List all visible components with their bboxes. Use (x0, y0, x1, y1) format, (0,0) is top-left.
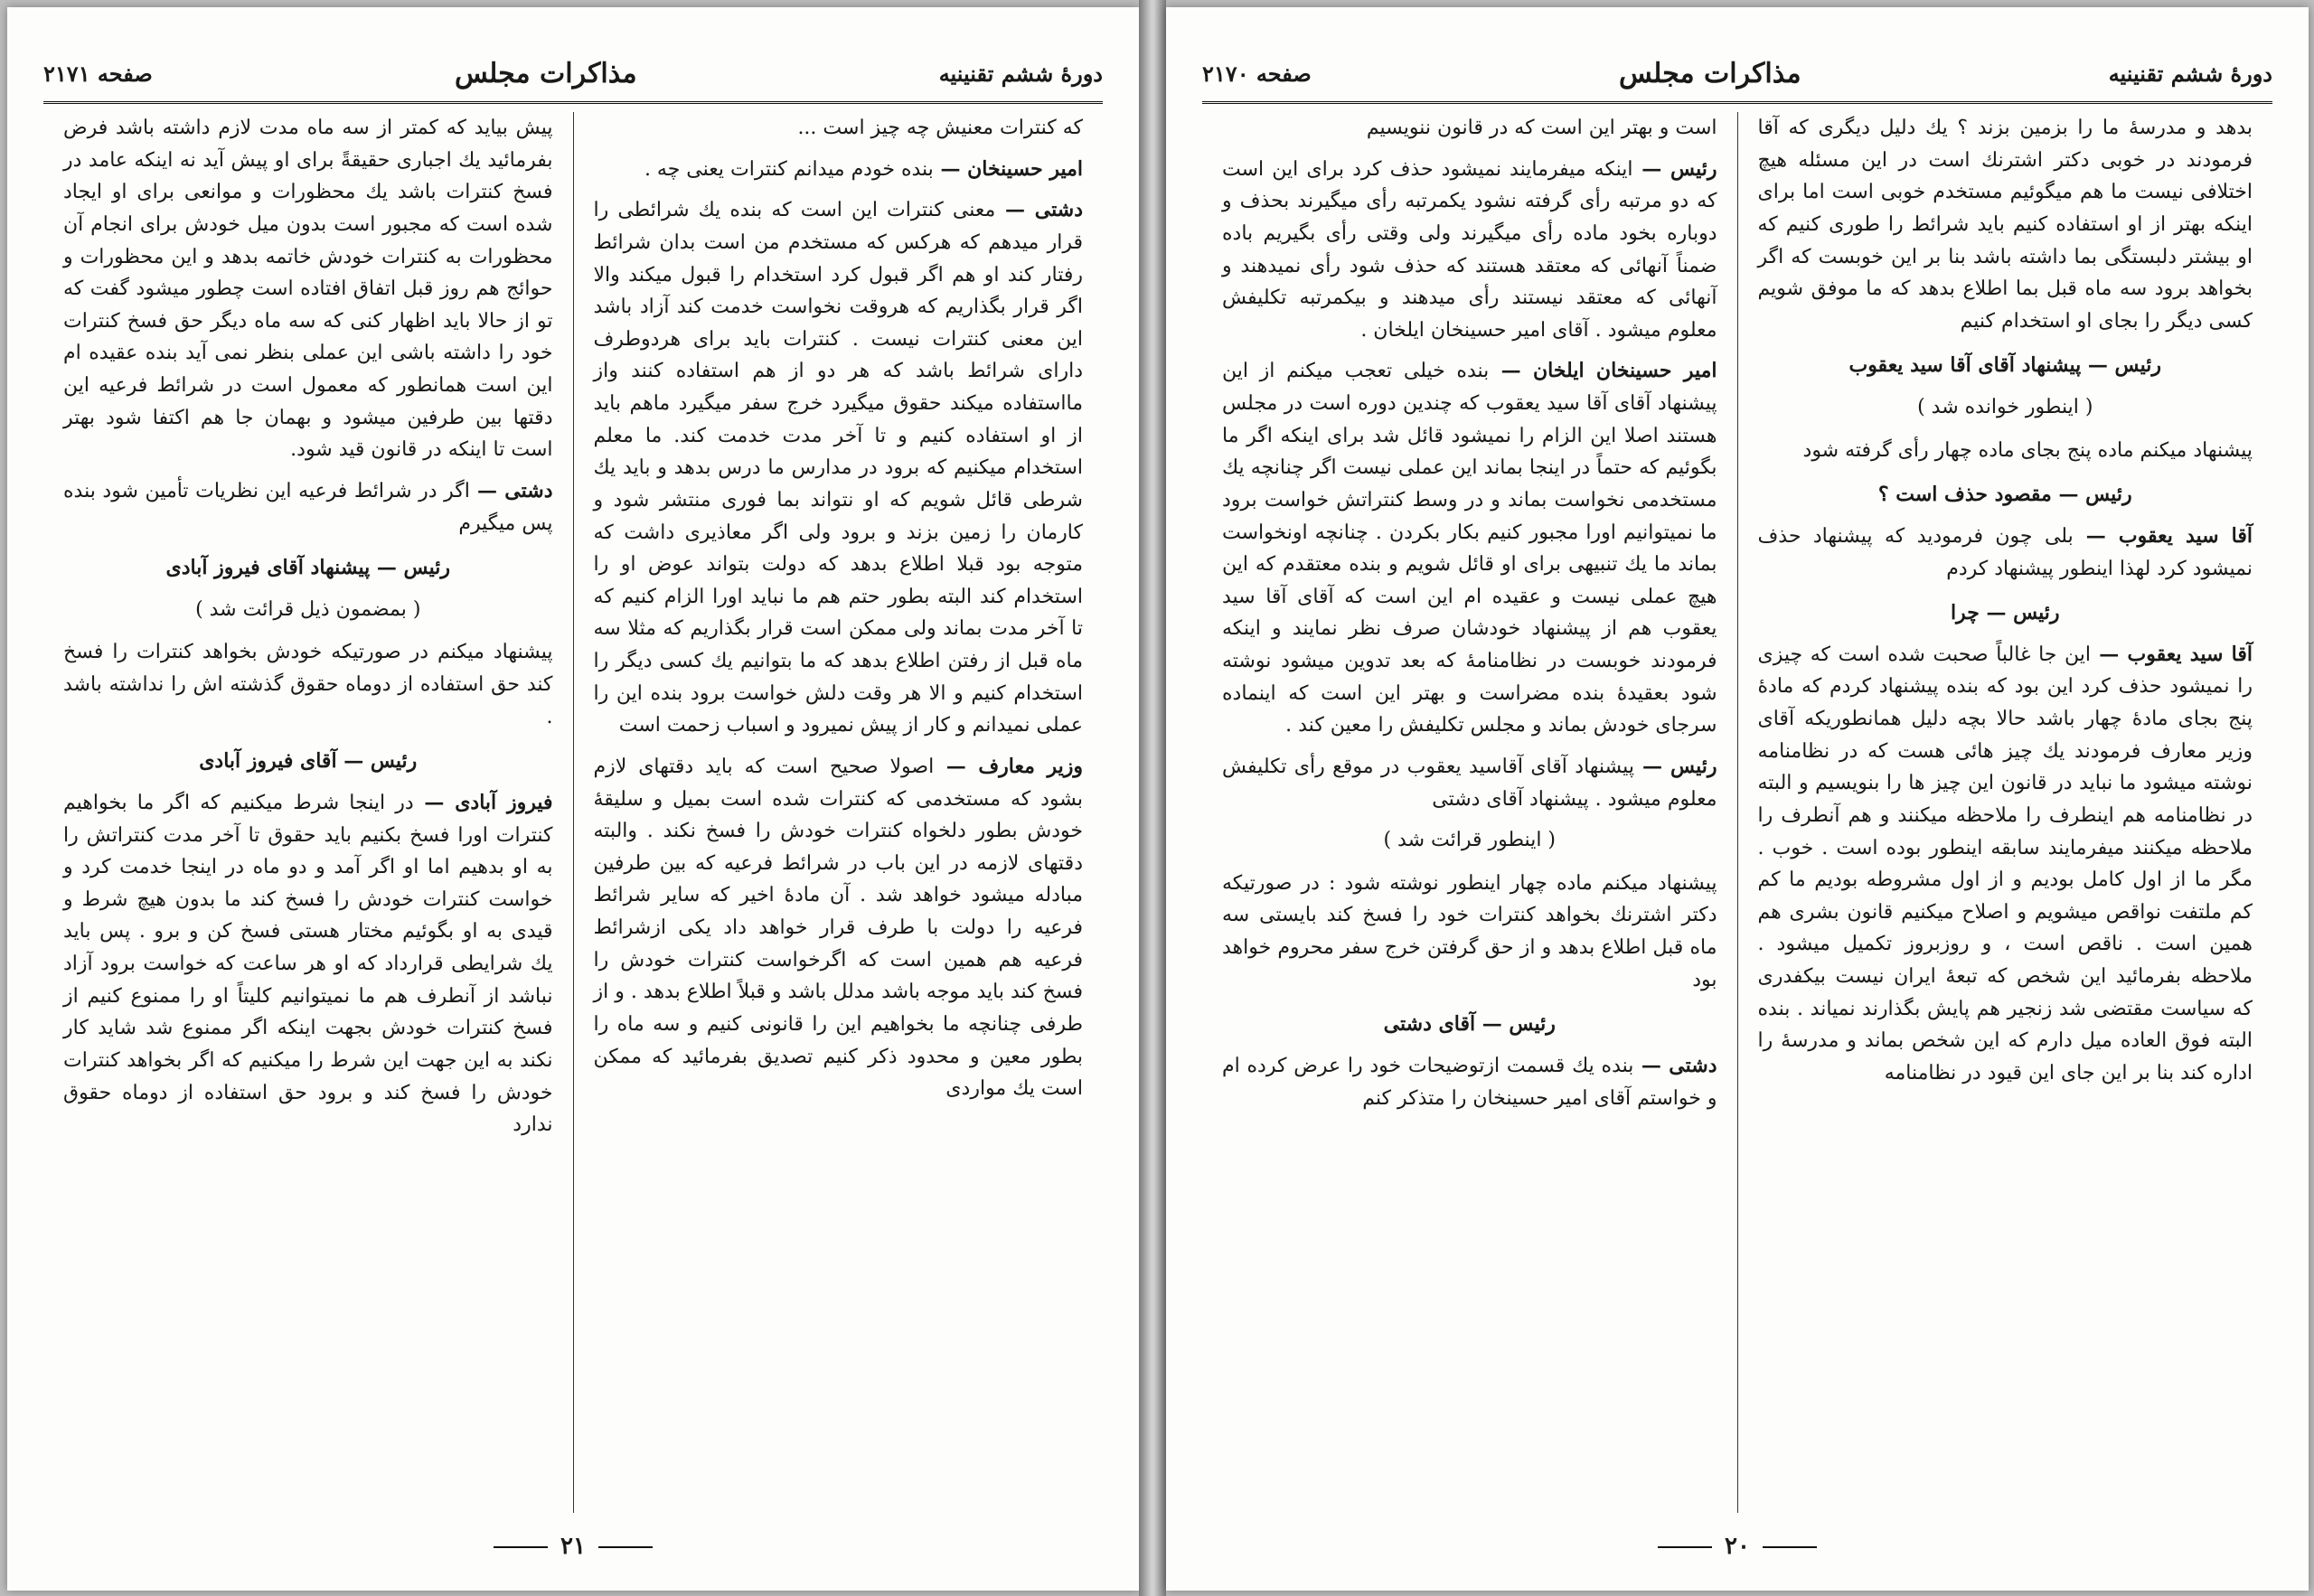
paragraph (1758, 435, 2253, 467)
paragraph (1222, 1050, 1717, 1114)
speaker-name: دشتی — (1633, 1053, 1717, 1077)
paragraph-text: پیشنهاد میکنم در صورتیکه خودش بخواهد کنترات را فسخ کند حق استفاده از دوماه حقوق گذشته اش را نداشته باشد . (63, 641, 553, 728)
page-folio (1166, 1533, 2309, 1560)
running-title: مذاکرات مجلس (454, 57, 637, 89)
page-folio (7, 1533, 1139, 1560)
speaker-heading: رئیس — مقصود حذف است ؟ (1877, 483, 2132, 507)
speaker-name: رئیس — (1633, 754, 1717, 778)
session-label: دورهٔ ششم تقنینیه (938, 60, 1103, 87)
speaker-heading: رئیس — آقای دشتی (1383, 1012, 1556, 1037)
speaker-heading: رئیس — پیشنهاد آقای فیروز آبادی (165, 556, 450, 580)
paragraph-text: بدهد و مدرسهٔ ما را بزمین بزند ؟ یك دلیل دیگری که آقا فرمودند در خوبی دکتر اشترنك است در این مسئله هیچ اختلافی نیست ما هم میگوئیم مستخدم خوبی است اما برای اینکه بهتر از او استفاده کنیم باید شرائط را طوری کنیم که او بیشتر دلبستگی بما داشته باشد بنا بر این خوبست که اگر بخواهد برود سه ماه قبل بما اطلاع بدهد که ما موفق شویم کسی دیگر را بجای او استخدام کنیم (1757, 117, 2253, 333)
reading-note: ( اینطور قرائت شد ) (1383, 829, 1557, 852)
paragraph-text: معنی کنترات این است که بنده یك شرائطی را قرار میدهم که هرکس که مستخدم من است بدان شرائط رفتار کند او هم اگر قبول کرد استخدام را قبول میکند والا اگر قرار بگذاریم که هروقت نخواست خدمت کند آزاد باشد این معنی کنترات نیست . کنترات باید برای هردوطرف دارای شرائط باشد که هر دو از هم استفاده کنند واز مااستفاده میکند حقوق میگیرد خرج سفر میگیرد ماهم باید از او استفاده کنیم و تا آخر مدت خدمت کند. ما معلم استخدام میکنیم که برود در مدارس ما درس بدهد و باید یك شرطی قائل شویم که او نتواند بما فوری منتشر شود و کارمان را زمین بزند و برود ولی اگر معاذیری داشت که متوجه بود قبلا اطلاع بدهد که دولت بتواند عوض او را استخدام کند البته بطور حتم هم ما نباید اورا الزام کنیم که تا آخر مدت بماند ولی ممکن است قرار بگذاریم که مثلا سه ماه قبل از رفتن اطلاع بدهد که ما بتوانیم یك کسی دیگر را استخدام کنیم و الا هر وقت دلش خواست برود بنده این را عملی نمیدانم و کار از پیش نمیرود و اسباب زحمت است (593, 199, 1083, 737)
paragraph-text: اینکه میفرمایند نمیشود حذف کرد برای این است که دو مرتبه رأی گرفته نشود یکمرتبه رأی میگیرند بحذف و دوباره بخود ماده رأی میگیرند ولی وقتی رأی بگیریم باده ضمناً آنهائی که معتقد هستند که حذف شود رأی نمیدهند و آنهائی که معتقد نیستند رأی میدهند و بیکمرتبه تکلیفش معلوم میشود . آقای امیر حسینخان ایلخان . (1222, 157, 1717, 342)
right-page-header (1202, 47, 2272, 99)
speaker-name: وزیر معارف — (934, 754, 1083, 778)
text-column-left (43, 112, 574, 1513)
right-page (1166, 7, 2309, 1591)
paragraph (594, 112, 1084, 145)
paragraph-text: اگر در شرائط فرعیه این نظریات تأمین شود بنده پس میگیرم (63, 479, 553, 535)
paragraph (1758, 112, 2253, 337)
reading-note: ( اینطور خوانده شد ) (1917, 396, 2093, 418)
right-page-columns (1202, 112, 2272, 1513)
text-column-right (1738, 112, 2273, 1513)
paragraph (63, 112, 553, 466)
speaker-name: دشتی — (995, 198, 1083, 222)
running-title: مذاکرات مجلس (1618, 57, 1801, 89)
paragraph-text: پیشنهاد میکنم ماده چهار اینطور نوشته شود : در صورتیکه دکتر اشترنك بخواهد کنترات خود را فسخ کند بایستی سه ماه قبل اطلاع بدهد و از حق گرفتن خرج سفر محروم خواهد بود (1222, 871, 1717, 991)
paragraph (1222, 751, 1717, 815)
left-page (7, 7, 1139, 1591)
header-rule (1202, 101, 2272, 104)
speaker-name: دشتی — (469, 478, 553, 502)
paragraph-text: است و بهتر این است که در قانون ننویسیم (1366, 117, 1717, 139)
text-column-left (1202, 112, 1738, 1513)
paragraph (63, 475, 553, 540)
paragraph (63, 787, 553, 1141)
speaker-name: آقا سید یعقوب — (2073, 523, 2253, 548)
speaker-heading: رئیس — پیشنهاد آقای آقا سید یعقوب (1848, 353, 2161, 378)
page-number-label: صفحه ۲۱۷۰ (1202, 60, 1312, 87)
paragraph-text: بنده خیلی تعجب میکنم از این پیشنهاد آقای آقا سید یعقوب که چندین دوره است در مجلس هستند اصلا این الزام را نمیشود قائل شد برای اینکه اگر ما بگوئیم که حتماً در اینجا بماند این عملی نیست اگر چنانچه یك مستخدمی نخواست بماند و در وسط کنتراتش خواست برود ما نمیتوانیم اورا مجبور کنیم بکار بکردن . چنانچه اونخواست بماند ما یك تنبیهی برای او قائل شویم و بنده معتقدم که این هیچ عملی نیست و عقیده ام این است که آقای آقا سید یعقوب هم از پیشنهاد خودشان صرف نظر نمایند و اینکه فرمودند خوبست در نظامنامهٔ که بعد تدوین میشود نوشته شود بعقیدهٔ بنده مضراست و بهتر این است که اینماده سرجای خودش بماند و مجلس تکلیفش را معین کند . (1222, 360, 1717, 737)
paragraph-text: بلی چون فرمودید که پیشنهاد حذف نمیشود کرد لهذا اینطور پیشنهاد کردم (1757, 524, 2253, 580)
left-page-header (43, 47, 1103, 99)
paragraph-text: این جا غالباً صحبت شده است که چیزی را نمیشود حذف کرد این بود که بنده پیشنهاد کردم که مادهٔ پنج بجای مادهٔ چهار باشد حالا بچه دلیل همانطوریکه آقای وزیر معارف فرمودند یك چیز هائی هست که در نظامنامه نوشته میشود ما نباید در قانون این چیز ها را بنویسیم و البته در نظامنامه هم اینطرف را ملاحظه میکنند و هم آنطرف را ملاحظه میکنند میفرمایند سابقه اینطور بوده است . خوب . مگر ما از اول کامل بودیم و از اول مشروطه بودیم ما کم کم ملتفت نواقص میشویم و اصلاح میکنیم قانون بشری هم همین است . ناقص است ، و روزبروز تکمیل میشود . ملاحظه بفرمائید این شخص که تبعهٔ ایران نیست بیکفدری که سیاست مقتضی شد زنجیر هم پایش بگذارند نمیاند . بنده البته فوق العاده میل دارم که این شخص بماند و مدرسهٔ را اداره کند بنا بر این جای این قیود در نظامنامه (1757, 643, 2253, 1084)
paragraph (594, 154, 1084, 186)
paragraph-text: بنده خودم میدانم کنترات یعنی چه . (644, 157, 934, 181)
paragraph (594, 194, 1084, 742)
paragraph (1222, 355, 1717, 742)
text-column-right (574, 112, 1104, 1513)
reading-note: ( بمضمون ذیل قرائت شد ) (195, 597, 421, 621)
left-page-columns (43, 112, 1103, 1513)
paragraph (1222, 868, 1717, 997)
paragraph-text: که کنترات معنیش چه چیز است ... (797, 117, 1083, 139)
paragraph (1222, 112, 1717, 145)
session-label: دورهٔ ششم تقنینیه (2108, 60, 2272, 87)
paragraph (1758, 521, 2253, 585)
speaker-name: فیروز آبادی — (413, 790, 553, 814)
folio-number: ۲۰ (1725, 1533, 1750, 1560)
paragraph (1758, 639, 2253, 1090)
book-gutter (1139, 0, 1166, 1596)
speaker-heading: رئیس — آقای فیروز آبادی (199, 749, 418, 774)
speaker-name: امیر حسینخان — (933, 156, 1083, 181)
paragraph-text: پیش بیاید که کمتر از سه ماه مدت لازم داشته باشد فرض بفرمائید یك اجباری حقیقةً برای او پیش آید نه اینکه عامد در فسخ کنترات باشد یك محظورات و موانعی برای او ایجاد شده است که مجبور است بدون میل خودش برای انجام آن محظورات به کنترات خودش خاتمه بدهد و این محظورات و حوائج هم روز قبل اتفاق افتاده است چطور میشود گفت که تو از حالا باید اظهار کنی که سه ماه دیگر حق فسخ کنترات خود را داشته باشی این عملی بنظر نمی آید بنده عقیده ام این است همانطور که معمول است در شرائط فرعیه این دقتها بین طرفین میشود و بهمان جا هم اکتفا شود بهتر است تا اینکه در قانون قید شود. (63, 117, 553, 462)
paragraph-text: بنده یك قسمت ازتوضیحات خود را عرض کرده ام و خواستم آقای امیر حسینخان را متذکر کنم (1222, 1054, 1717, 1110)
paragraph (63, 636, 553, 733)
speaker-name: رئیس — (1632, 156, 1717, 181)
paragraph-text: پیشنهاد آقای آقاسید یعقوب در موقع رأی تکلیفش معلوم میشود . پیشنهاد آقای دشتی (1222, 755, 1717, 811)
speaker-name: امیر حسینخان ایلخان — (1489, 359, 1717, 383)
folio-number: ۲۱ (560, 1533, 586, 1560)
header-rule (43, 101, 1103, 104)
paragraph (1222, 154, 1717, 347)
paragraph-text: در اینجا شرط میکنیم که اگر ما بخواهیم کنترات اورا فسخ بکنیم باید حقوق تا آخر مدت کنتراتش را به او بدهیم اما او اگر آمد و دو ماه در اینجا خدمت کرد و خواست کنترات خودش را فسخ کند ما بدون هیچ شرط و قیدی به او بگوئیم مختار هستی فسخ کن و برو . پس باید یك شرایطی قرارداد که او هر ساعت که خواست برود آزاد نباشد از آنطرف هم ما نمیتوانیم کلیتاً او را ممنوع کنیم از فسخ کنترات خودش بجهت اینکه اگر ممنوع شد شاید کار نکند به این جهت این شرط را میکنیم که اگر بخواهد کنترات خودش را فسخ کند و برود حق استفاده از دوماه حقوق ندارد (63, 791, 553, 1137)
speaker-heading: رئیس — چرا (1950, 601, 2060, 625)
paragraph-text: پیشنهاد میکنم ماده پنج بجای ماده چهار رأی گرفته شود (1802, 438, 2253, 462)
page-number-label: صفحه ۲۱۷۱ (43, 60, 153, 87)
paragraph (594, 751, 1084, 1105)
speaker-name: آقا سید یعقوب — (2090, 642, 2253, 666)
paragraph-text: اصولا صحیح است که باید دقتهای لازم بشود که مستخدمی که کنترات شده است بمیل و سلیقهٔ خودش بطور دلخواه کنترات خودش را فسخ نکند . والبته دقتهای لازمه در این باب در شرائط فرعیه که بین طرفین مبادله میشود خواهد شد . آن مادهٔ اخیر که سایر شرائط فرعیه را دولت با طرف قرار خواهد داد یکی ازشرائط فرعیه هم همین است که اگرخواست کنترات خودش را فسخ کند باید موجه باشد مدلل باشد و قبلاً اطلاع بدهد . و از طرفی چنانچه ما بخواهیم این را قانونی کنیم و سه ماه را بطور معین و محدود ذکر کنیم تصدیق بفرمائید که ممکن است یك مواردی (593, 755, 1083, 1101)
